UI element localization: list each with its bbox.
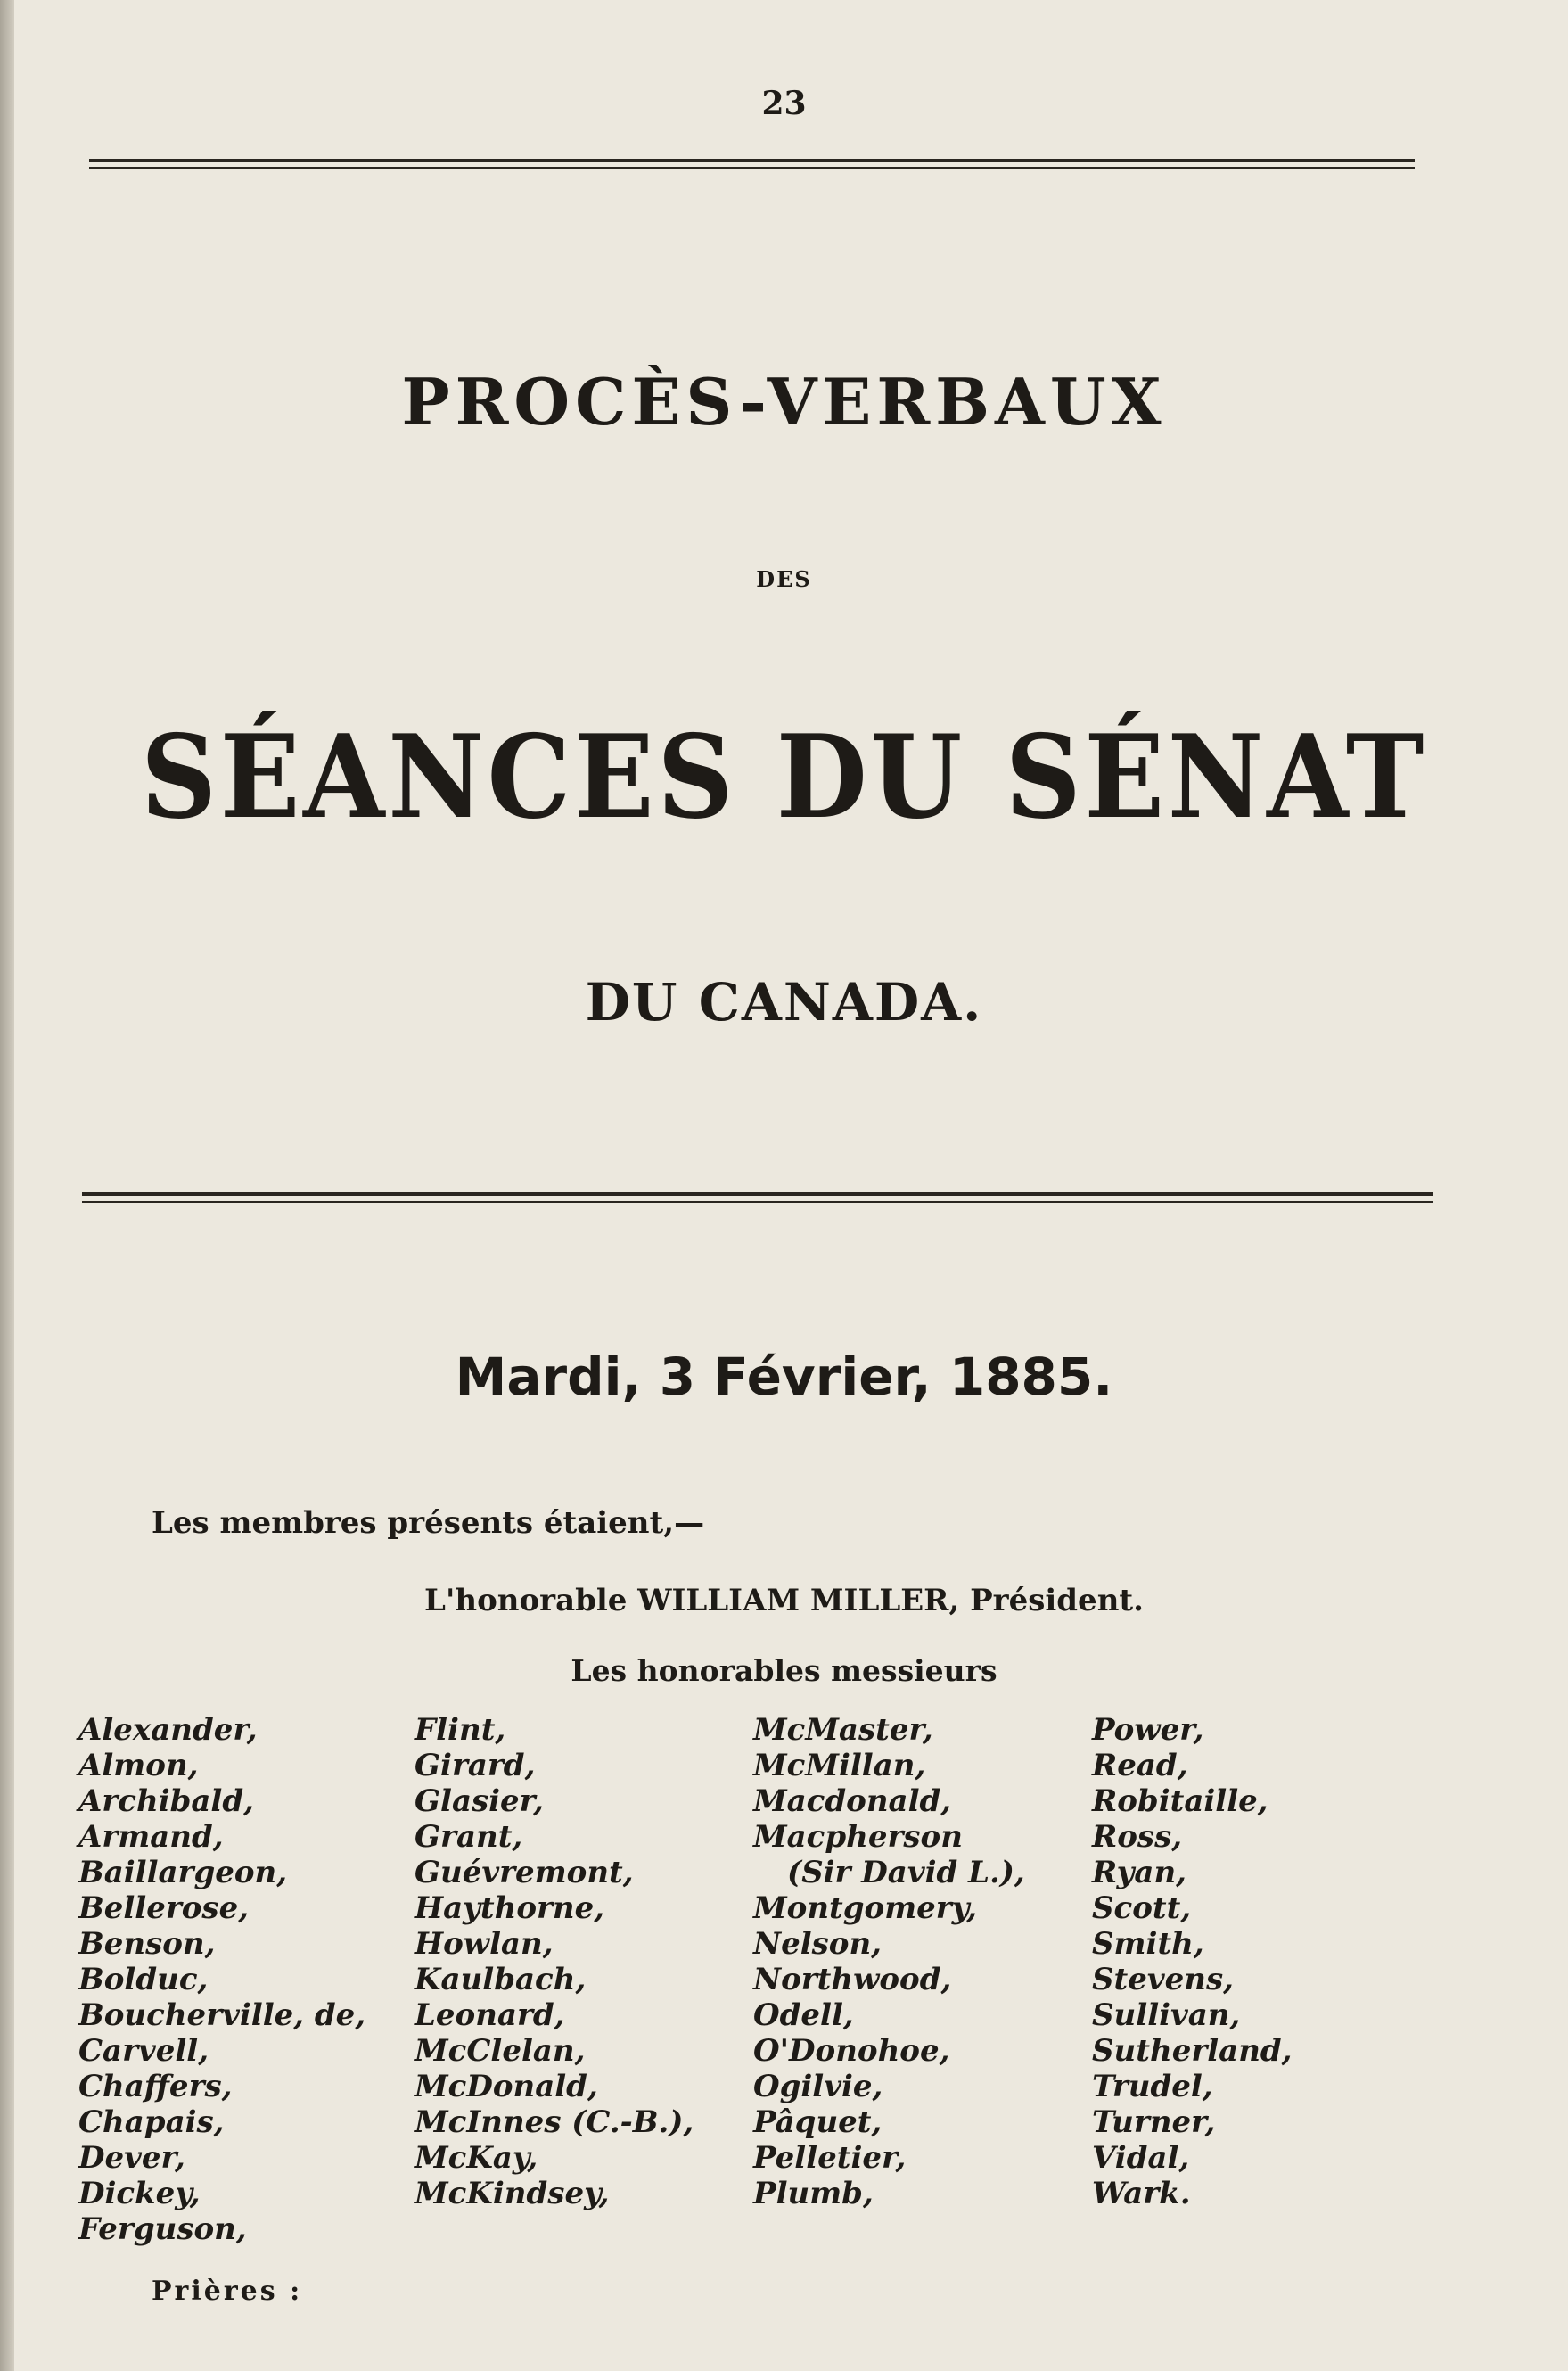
member-name: Robitaille, — [1092, 1783, 1268, 1819]
member-name: McDonald, — [415, 2069, 598, 2104]
member-name: Ferguson, — [78, 2211, 247, 2247]
title-seances-du-senat: SÉANCES DU SÉNAT — [140, 711, 1428, 844]
member-name: Benson, — [78, 1926, 216, 1962]
member-name: McClelan, — [415, 2033, 586, 2069]
member-name: Grant, — [415, 1819, 523, 1855]
member-name: Haythorne, — [415, 1890, 605, 1926]
member-name: Wark. — [1092, 2176, 1191, 2211]
prayers-heading: Prières : — [152, 2276, 303, 2307]
members-column-3 — [753, 1712, 1025, 2211]
member-name: Chaffers, — [78, 2069, 233, 2104]
member-name: Almon, — [78, 1748, 199, 1783]
members-column-2 — [415, 1712, 694, 2211]
member-name: Girard, — [415, 1748, 536, 1783]
member-name: Bellerose, — [78, 1890, 250, 1926]
title-proces-verbaux: PROCÈS-VERBAUX — [401, 364, 1167, 440]
member-name: Vidal, — [1092, 2140, 1190, 2176]
member-name: Sullivan, — [1092, 1997, 1241, 2033]
member-name-continuation: (Sir David L.), — [787, 1855, 1025, 1890]
member-name: McInnes (C.-B.), — [415, 2104, 694, 2140]
member-name: Kaulbach, — [415, 1962, 587, 1997]
member-name: Stevens, — [1092, 1962, 1234, 1997]
members-present-intro: Les membres présents étaient,— — [152, 1505, 705, 1541]
member-name: Armand, — [78, 1819, 224, 1855]
middle-rule-thick — [82, 1192, 1433, 1196]
title-du-canada: DU CANADA. — [585, 972, 983, 1033]
member-name: Leonard, — [415, 1997, 565, 2033]
president-line: L'honorable WILLIAM MILLER, Président. — [424, 1583, 1144, 1618]
member-name: Howlan, — [415, 1926, 554, 1962]
member-name: Nelson, — [753, 1926, 883, 1962]
member-name: McMaster, — [753, 1712, 933, 1748]
member-name: Northwood, — [753, 1962, 952, 1997]
members-column-4 — [1092, 1712, 1293, 2211]
member-name: Archibald, — [78, 1783, 254, 1819]
member-name: Ross, — [1092, 1819, 1183, 1855]
middle-rule-thin — [82, 1201, 1433, 1203]
member-name: Baillargeon, — [78, 1855, 288, 1890]
top-rule-thick — [89, 159, 1415, 162]
member-name: Power, — [1092, 1712, 1204, 1748]
member-name: Boucherville, de, — [78, 1997, 366, 2033]
members-column-1 — [78, 1712, 365, 2247]
member-name: Pâquet, — [753, 2104, 883, 2140]
member-name: O'Donohoe, — [753, 2033, 950, 2069]
page-number: 23 — [761, 85, 807, 122]
top-rule-thin — [89, 167, 1415, 169]
sitting-date: Mardi, 3 Février, 1885. — [455, 1346, 1113, 1407]
member-name: Scott, — [1092, 1890, 1192, 1926]
member-name: Plumb, — [753, 2176, 874, 2211]
member-name: McMillan, — [753, 1748, 926, 1783]
member-name: Ryan, — [1092, 1855, 1187, 1890]
member-name: Macdonald, — [753, 1783, 952, 1819]
member-name: Montgomery, — [753, 1890, 978, 1926]
member-name: Bolduc, — [78, 1962, 209, 1997]
member-name: Pelletier, — [753, 2140, 907, 2176]
member-name: Trudel, — [1092, 2069, 1213, 2104]
member-name: Ogilvie, — [753, 2069, 883, 2104]
member-name: Read, — [1092, 1748, 1188, 1783]
member-name: Sutherland, — [1092, 2033, 1293, 2069]
member-name: McKay, — [415, 2140, 538, 2176]
member-name: Odell, — [753, 1997, 854, 2033]
member-name: Guévremont, — [415, 1855, 634, 1890]
member-name: Dever, — [78, 2140, 185, 2176]
member-name: Smith, — [1092, 1926, 1204, 1962]
title-des: DES — [756, 566, 812, 592]
member-name: Flint, — [415, 1712, 506, 1748]
member-name: Carvell, — [78, 2033, 209, 2069]
member-name: Glasier, — [415, 1783, 544, 1819]
member-name: Dickey, — [78, 2176, 201, 2211]
members-heading: Les honorables messieurs — [571, 1653, 997, 1688]
page-binding-edge — [0, 0, 14, 2371]
member-name: Macpherson — [753, 1819, 963, 1855]
member-name: Turner, — [1092, 2104, 1216, 2140]
member-name: Chapais, — [78, 2104, 225, 2140]
member-name: McKindsey, — [415, 2176, 610, 2211]
member-name: Alexander, — [78, 1712, 258, 1748]
